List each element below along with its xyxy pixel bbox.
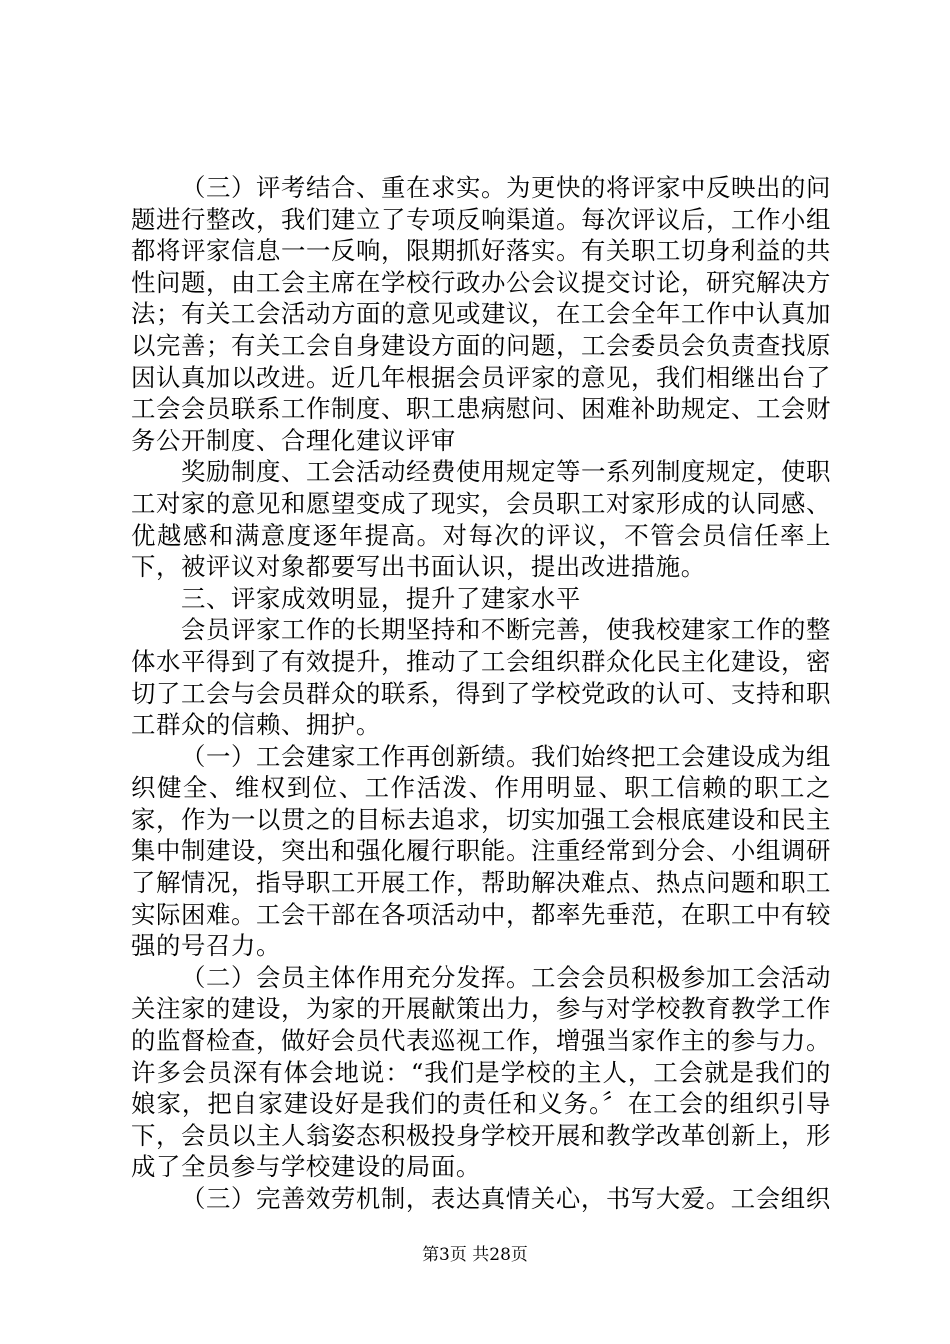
paragraph-reward-system: 奖励制度、工会活动经费使用规定等一系列制度规定，使职工对家的意见和愿望变成了现实，会员职工对家形成的认同感、优越感和满意度逐年提高。对每次的评议，不管会员信任率上下，被评议对象都要写出书面认识，提出改进措施。 [131,457,831,582]
section-heading-results: 三、评家成效明显，提升了建家水平 [181,583,581,613]
paragraph-member-role: （二）会员主体作用充分发挥。工会会员积极参加工会活动关注家的建设，为家的开展献策出力，参与对学校教育教学工作的监督检查，做好会员代表巡视工作，增强当家作主的参与力。许多会员深有体会地说：“我们是学校的主人，工会就是我们的娘家，把自家建设好是我们的责任和义务。〞在工会的组织引导下，会员以主人翁姿态积极投身学校开展和教学改革创新上，形成了全员参与学校建设的局面。 [131,962,831,1182]
paragraph-union-home-building: （一）工会建家工作再创新绩。我们始终把工会建设成为组织健全、维权到位、工作活泼、作用明显、职工信赖的职工之家，作为一以贯之的目标去追求，切实加强工会根底建设和民主集中制建设，突出和强化履行职能。注重经常到分会、小组调研了解情况，指导职工开展工作，帮助解决难点、热点问题和职工实际困难。工会干部在各项活动中，都率先垂范，在职工中有较强的号召力。 [131,741,831,961]
paragraph-service-mechanism: （三）完善效劳机制，表达真情关心，书写大爱。工会组织 [181,1184,831,1213]
page-number-footer: 第3页 共28页 [422,1245,528,1265]
document-body [131,172,831,1215]
paragraph-evaluation-practice: （三）评考结合、重在求实。为更快的将评家中反映出的问题进行整改，我们建立了专项反响渠道。每次评议后，工作小组都将评家信息一一反响，限期抓好落实。有关职工切身利益的共性问题，由工会主席在学校行政办公会议提交讨论，研究解决方法；有关工会活动方面的意见或建议，在工会全年工作中认真加以完善；有关工会自身建设方面的问题，工会委员会负责查找原因认真加以改进。近几年根据会员评家的意见，我们相继出台了工会会员联系工作制度、职工患病慰问、困难补助规定、工会财务公开制度、合理化建议评审 [131,173,831,455]
paragraph-overall-improvement: 会员评家工作的长期坚持和不断完善，使我校建家工作的整体水平得到了有效提升，推动了工会组织群众化民主化建设，密切了工会与会员群众的联系，得到了学校党政的认可、支持和职工群众的信赖、拥护。 [131,615,831,740]
